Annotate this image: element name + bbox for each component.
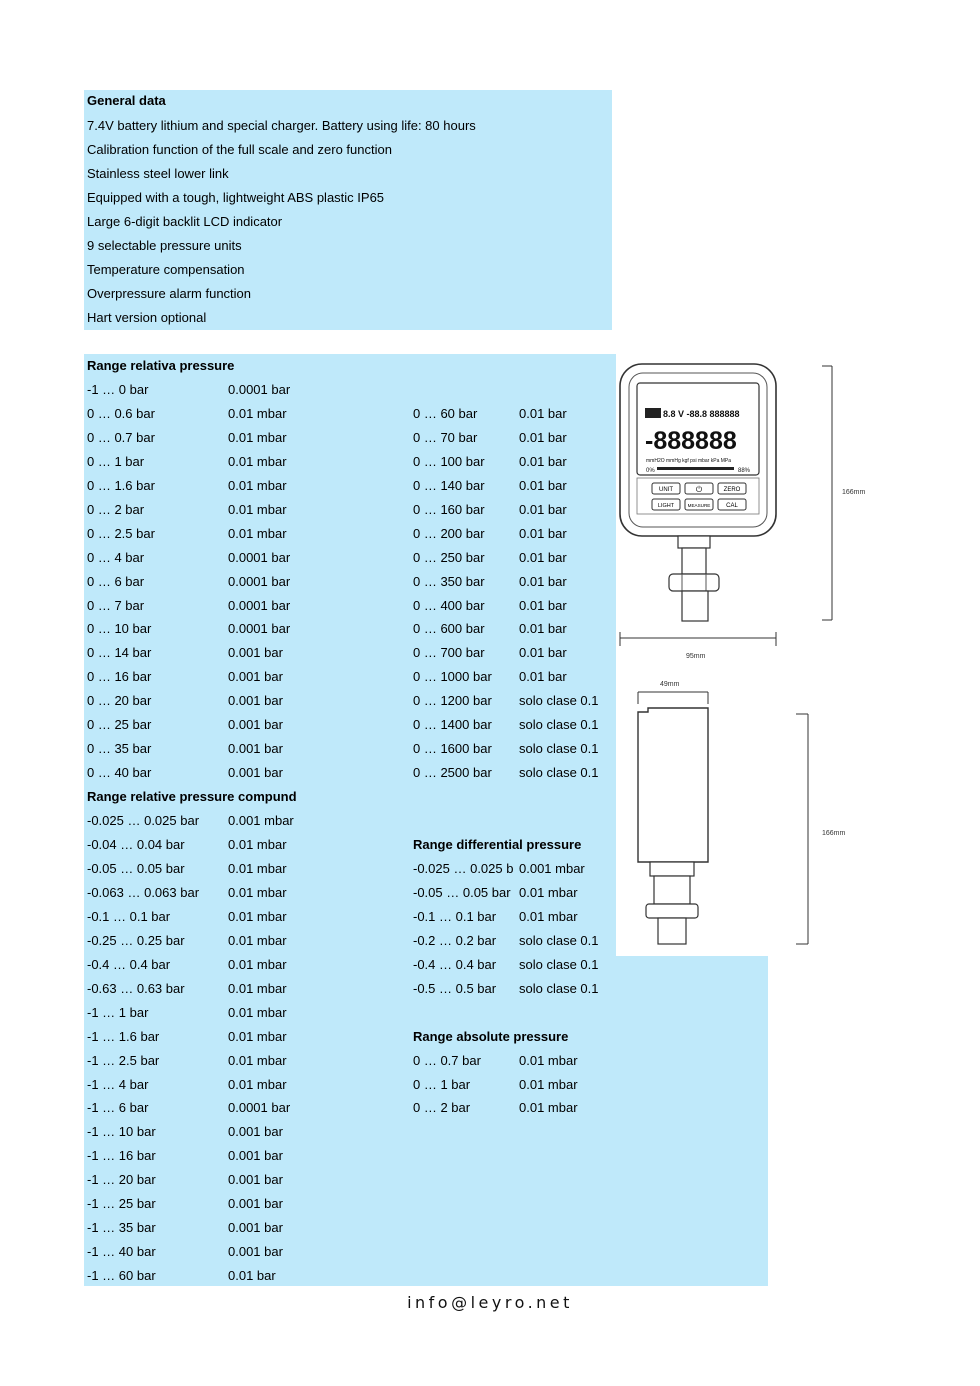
svg-text:UNIT: UNIT (659, 487, 673, 493)
resolution-cell: 0.01 mbar (228, 429, 287, 445)
range-cell: 0 … 1.6 bar (87, 477, 155, 493)
table-row (87, 1049, 687, 1073)
resolution-cell: 0.01 mbar (519, 908, 578, 924)
range-cell: 0 … 140 bar (413, 477, 485, 493)
range-cell: 0 … 400 bar (413, 597, 485, 613)
range-cell: -0.1 … 0.1 bar (87, 908, 171, 924)
range-cell: -1 … 40 bar (87, 1244, 156, 1260)
resolution-cell: 0.01 bar (519, 477, 567, 493)
range-cell: 0 … 20 bar (87, 693, 152, 709)
table-row (87, 402, 687, 426)
differential-pressure-title: Range differential pressure (413, 837, 582, 852)
resolution-cell: solo clase 0.1 (519, 693, 599, 709)
resolution-cell: 0.01 mbar (228, 908, 287, 924)
table-row (87, 594, 687, 618)
table-row (87, 1240, 687, 1264)
contact-email[interactable]: info@leyro.net (407, 1293, 573, 1312)
range-cell: 0 … 0.7 bar (87, 429, 155, 445)
resolution-cell: 0.0001 bar (228, 549, 291, 565)
range-cell: -1 … 2.5 bar (87, 1052, 160, 1068)
resolution-cell: 0.0001 bar (228, 621, 291, 637)
resolution-cell: 0.01 mbar (228, 884, 287, 900)
table-row (87, 929, 687, 953)
table-row (87, 761, 687, 785)
range-cell: 0 … 2500 bar (413, 765, 492, 781)
range-cell: -0.4 … 0.4 bar (87, 956, 171, 972)
range-cell: 0 … 35 bar (87, 741, 152, 757)
svg-text:CAL: CAL (726, 503, 738, 509)
resolution-cell: 0.0001 bar (228, 381, 291, 397)
resolution-cell: 0.001 bar (228, 1148, 283, 1164)
resolution-cell: 0.001 bar (228, 1220, 283, 1236)
lcd-status-line: 8.8 V -88.8 888888 (663, 409, 740, 419)
front-height-dimension: 166mm (842, 489, 866, 496)
resolution-cell: 0.001 bar (228, 669, 283, 685)
range-cell: -1 … 16 bar (87, 1148, 156, 1164)
range-cell: 0 … 2 bar (87, 501, 145, 517)
range-cell: -0.4 … 0.4 bar (413, 956, 497, 972)
table-row (87, 881, 687, 905)
zero-button[interactable] (718, 483, 746, 494)
resolution-cell: 0.01 mbar (519, 1052, 578, 1068)
resolution-cell: 0.0001 bar (228, 1100, 291, 1116)
absolute-pressure-title: Range absolute pressure (413, 1028, 569, 1044)
range-cell: -1 … 0 bar (87, 381, 149, 397)
section-title: General data (87, 93, 166, 108)
general-data-item (87, 186, 687, 210)
range-cell: -0.063 … 0.063 bar (87, 884, 200, 900)
table-row (87, 977, 687, 1001)
resolution-cell: 0.01 mbar (228, 932, 287, 948)
range-cell: 0 … 1600 bar (413, 741, 492, 757)
range-cell: -1 … 60 bar (87, 1268, 156, 1284)
resolution-cell: solo clase 0.1 (519, 765, 599, 781)
table-row (87, 498, 687, 522)
lcd-main-digits: -888888 (645, 427, 737, 455)
relative-pressure-title (87, 354, 687, 378)
range-cell: 0 … 1400 bar (413, 717, 492, 733)
cal-button[interactable] (718, 499, 746, 510)
resolution-cell: 0.01 bar (519, 549, 567, 565)
feature-text: 7.4V battery lithium and special charger. Battery using life: 80 hours (87, 118, 476, 133)
range-cell: -1 … 20 bar (87, 1172, 156, 1188)
range-cell: -0.025 … 0.025 b (413, 860, 514, 876)
table-row (87, 426, 687, 450)
resolution-cell: 0.01 bar (519, 429, 567, 445)
resolution-cell: solo clase 0.1 (519, 956, 599, 972)
power-button[interactable] (685, 483, 713, 494)
table-row (87, 905, 687, 929)
lcd-bargraph-end: 88% (738, 468, 751, 474)
resolution-cell: 0.01 bar (519, 645, 567, 661)
resolution-cell: 0.01 bar (519, 453, 567, 469)
resolution-cell: 0.001 bar (228, 741, 283, 757)
range-cell: -1 … 1 bar (87, 1004, 149, 1020)
range-cell: 0 … 16 bar (87, 669, 152, 685)
resolution-cell: 0.01 bar (228, 1268, 276, 1284)
resolution-cell: 0.001 mbar (519, 860, 585, 876)
resolution-cell: 0.01 bar (519, 525, 567, 541)
range-cell: 0 … 200 bar (413, 525, 485, 541)
resolution-cell: 0.001 bar (228, 1196, 283, 1212)
general-data-item (87, 282, 687, 306)
feature-text: Hart version optional (87, 309, 207, 325)
range-cell: 0 … 350 bar (413, 573, 485, 589)
power-icon: ⏻ (695, 485, 703, 494)
resolution-cell: 0.01 mbar (228, 837, 287, 852)
lcd-units-row: mmH2O mmHg kgf psi mbar kPa MPa (646, 458, 732, 464)
table-row (87, 1096, 687, 1120)
resolution-cell: 0.01 mbar (228, 1076, 287, 1092)
table-row (87, 1192, 687, 1216)
front-width-dimension: 95mm (686, 653, 706, 660)
table-row (87, 1001, 687, 1025)
resolution-cell: 0.01 mbar (228, 956, 287, 972)
range-cell: -0.25 … 0.25 bar (87, 932, 185, 948)
table-row (87, 1073, 687, 1097)
side-height-dimension: 166mm (822, 830, 846, 837)
table-row (87, 1168, 687, 1192)
range-cell: 0 … 100 bar (413, 453, 485, 469)
range-cell: -0.63 … 0.63 bar (87, 980, 185, 996)
table-row (87, 570, 687, 594)
general-data-item (87, 162, 687, 186)
measure-button[interactable] (685, 499, 713, 510)
range-cell: -0.5 … 0.5 bar (413, 980, 497, 996)
range-cell: 0 … 700 bar (413, 645, 485, 661)
table-row (87, 1144, 687, 1168)
table-row (87, 665, 687, 689)
range-cell: 0 … 600 bar (413, 621, 485, 637)
resolution-cell: 0.01 mbar (228, 1004, 287, 1020)
resolution-cell: 0.01 mbar (228, 453, 287, 469)
resolution-cell: 0.01 mbar (519, 1076, 578, 1092)
range-cell: -1 … 35 bar (87, 1220, 156, 1236)
resolution-cell: 0.01 mbar (519, 884, 578, 900)
range-cell: 0 … 2.5 bar (87, 525, 155, 541)
range-cell: 0 … 10 bar (87, 621, 152, 637)
range-cell: 0 … 14 bar (87, 645, 152, 661)
feature-text: Stainless steel lower link (87, 165, 229, 181)
range-cell: -1 … 1.6 bar (87, 1028, 160, 1044)
table-row (87, 617, 687, 641)
section-title: Range relativa pressure (87, 358, 235, 373)
general-data-item (87, 258, 687, 282)
range-cell: -0.025 … 0.025 bar (87, 813, 200, 829)
range-cell: 0 … 1000 bar (413, 669, 492, 685)
section-title: Range relative pressure compund (87, 789, 297, 805)
feature-text: Temperature compensation (87, 261, 245, 277)
feature-text: Large 6-digit backlit LCD indicator (87, 213, 283, 229)
resolution-cell: 0.001 bar (228, 693, 283, 709)
resolution-cell: 0.001 bar (228, 1244, 283, 1260)
resolution-cell: 0.0001 bar (228, 597, 291, 613)
table-row (87, 1025, 687, 1049)
range-cell: -0.05 … 0.05 bar (87, 860, 185, 876)
table-row (87, 833, 687, 857)
resolution-cell: 0.001 bar (228, 1124, 283, 1140)
resolution-cell: 0.001 bar (228, 717, 283, 733)
resolution-cell: 0.01 mbar (228, 860, 287, 876)
resolution-cell: 0.01 bar (519, 597, 567, 613)
range-cell: -1 … 10 bar (87, 1124, 156, 1140)
resolution-cell: 0.01 mbar (519, 1100, 578, 1116)
resolution-cell: solo clase 0.1 (519, 717, 599, 733)
resolution-cell: 0.01 mbar (228, 405, 287, 421)
range-cell: 0 … 0.6 bar (87, 405, 155, 421)
range-cell: 0 … 0.7 bar (413, 1052, 481, 1068)
resolution-cell: 0.01 mbar (228, 477, 287, 493)
resolution-cell: 0.01 mbar (228, 980, 287, 996)
svg-text:LIGHT: LIGHT (657, 503, 675, 509)
table-row (87, 1120, 687, 1144)
resolution-cell: 0.01 bar (519, 573, 567, 589)
range-cell: 0 … 4 bar (87, 549, 145, 565)
table-row (87, 1216, 687, 1240)
resolution-cell: 0.001 bar (228, 645, 283, 661)
resolution-cell: solo clase 0.1 (519, 741, 599, 757)
resolution-cell: 0.01 mbar (228, 1052, 287, 1068)
feature-text: Overpressure alarm function (87, 285, 252, 301)
range-cell: 0 … 25 bar (87, 717, 152, 733)
range-cell: 0 … 2 bar (413, 1100, 471, 1116)
range-cell: -1 … 25 bar (87, 1196, 156, 1212)
general-data-item (87, 234, 687, 258)
range-cell: -0.04 … 0.04 bar (87, 837, 185, 852)
table-row (87, 641, 687, 665)
resolution-cell: 0.01 bar (519, 501, 567, 517)
table-row (87, 474, 687, 498)
table-row (87, 1264, 687, 1288)
table-row (87, 546, 687, 570)
lcd-bargraph-start: 0% (646, 468, 655, 474)
range-cell: -0.05 … 0.05 bar (413, 884, 511, 900)
table-row (87, 953, 687, 977)
range-cell: -1 … 4 bar (87, 1076, 149, 1092)
range-cell: 0 … 1200 bar (413, 693, 492, 709)
table-row (87, 713, 687, 737)
side-width-dimension: 49mm (660, 681, 680, 688)
table-row (87, 809, 687, 833)
resolution-cell: 0.0001 bar (228, 573, 291, 589)
general-data-item (87, 114, 687, 138)
compound-pressure-title (87, 785, 687, 809)
feature-text: 9 selectable pressure units (87, 237, 242, 253)
resolution-cell: 0.01 bar (519, 669, 567, 685)
range-cell: -0.2 … 0.2 bar (413, 932, 497, 948)
table-row (87, 378, 687, 402)
range-cell: -0.1 … 0.1 bar (413, 908, 497, 924)
resolution-cell: 0.01 mbar (228, 525, 287, 541)
resolution-cell: 0.01 bar (519, 621, 567, 637)
table-row (87, 450, 687, 474)
resolution-cell: solo clase 0.1 (519, 980, 599, 996)
general-data-item (87, 210, 687, 234)
table-row (87, 689, 687, 713)
resolution-cell: 0.01 bar (519, 405, 567, 421)
table-row (87, 857, 687, 881)
general-data-item (87, 306, 687, 330)
general-data-item (87, 138, 687, 162)
svg-text:MEASURE: MEASURE (687, 503, 711, 508)
range-cell: 0 … 70 bar (413, 429, 478, 445)
range-cell: 0 … 6 bar (87, 573, 145, 589)
resolution-cell: 0.01 mbar (228, 501, 287, 517)
feature-text: Equipped with a tough, lightweight ABS plastic IP65 (87, 189, 385, 205)
range-cell: 0 … 160 bar (413, 501, 485, 517)
resolution-cell: solo clase 0.1 (519, 932, 599, 948)
range-cell: 0 … 250 bar (413, 549, 485, 565)
range-cell: 0 … 1 bar (87, 453, 145, 469)
table-row (87, 522, 687, 546)
table-row (87, 737, 687, 761)
resolution-cell: 0.001 bar (228, 1172, 283, 1188)
resolution-cell: 0.001 mbar (228, 813, 294, 829)
range-cell: 0 … 1 bar (413, 1076, 471, 1092)
svg-text:ZERO: ZERO (723, 487, 741, 493)
resolution-cell: 0.01 mbar (228, 1028, 287, 1044)
range-cell: -1 … 6 bar (87, 1100, 149, 1116)
general-data-title (87, 89, 687, 113)
range-cell: 0 … 40 bar (87, 765, 152, 781)
feature-text: Calibration function of the full scale and zero function (87, 141, 392, 157)
range-cell: 0 … 7 bar (87, 597, 145, 613)
range-cell: 0 … 60 bar (413, 405, 478, 421)
resolution-cell: 0.001 bar (228, 765, 283, 781)
